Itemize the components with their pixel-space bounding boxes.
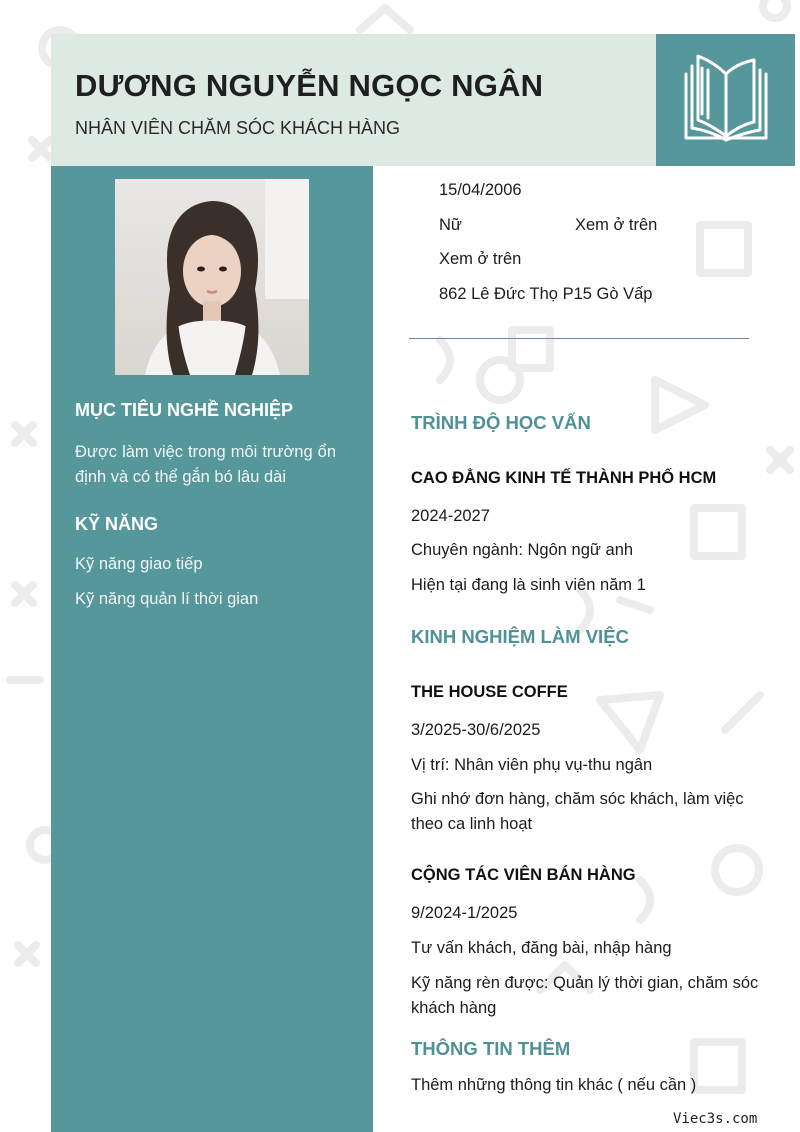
info-divider <box>409 338 749 339</box>
school-name: CAO ĐẲNG KINH TẾ THÀNH PHỐ HCM <box>411 469 717 487</box>
objective-text: Được làm việc trong môi trường ổn định và có thể gắn bó lâu dài <box>75 443 336 486</box>
email: Xem ở trên <box>439 250 522 268</box>
skill-item: Kỹ năng giao tiếp <box>75 555 203 573</box>
education-heading: TRÌNH ĐỘ HỌC VẤN <box>411 412 591 433</box>
sidebar <box>51 166 373 1132</box>
header-banner <box>51 34 656 166</box>
open-book-icon <box>678 52 774 144</box>
job-title-entry: CỘNG TÁC VIÊN BÁN HÀNG <box>411 866 636 884</box>
header-icon-box <box>656 34 795 166</box>
objective-heading: MỤC TIÊU NGHỀ NGHIỆP <box>75 400 294 420</box>
skills-heading: KỸ NĂNG <box>75 514 159 534</box>
job-tasks: Tư vấn khách, đăng bài, nhập hàng <box>411 939 672 957</box>
gender: Nữ <box>439 216 462 234</box>
birth-date: 15/04/2006 <box>439 181 522 199</box>
education-period: 2024-2027 <box>411 507 490 525</box>
job-title: NHÂN VIÊN CHĂM SÓC KHÁCH HÀNG <box>75 118 401 138</box>
job-title-entry: THE HOUSE COFFE <box>411 683 568 701</box>
education-major: Chuyên ngành: Ngôn ngữ anh <box>411 541 634 559</box>
job-period: 3/2025-30/6/2025 <box>411 721 541 739</box>
candidate-name: DƯƠNG NGUYỄN NGỌC NGÂN <box>75 68 544 103</box>
additional-heading: THÔNG TIN THÊM <box>411 1038 571 1059</box>
watermark: Viec3s.com <box>673 1111 758 1127</box>
job-description: Ghi nhớ đơn hàng, chăm sóc khách, làm việc theo ca linh hoạt <box>411 790 744 833</box>
education-status: Hiện tại đang là sinh viên năm 1 <box>411 576 646 594</box>
phone: Xem ở trên <box>575 216 658 234</box>
skill-item: Kỹ năng quản lí thời gian <box>75 590 259 608</box>
additional-text: Thêm những thông tin khác ( nếu cần ) <box>411 1076 697 1094</box>
profile-photo <box>115 179 309 375</box>
address: 862 Lê Đức Thọ P15 Gò Vấp <box>439 285 653 303</box>
job-skills-gained: Kỹ năng rèn được: Quản lý thời gian, chăm sóc khách hàng <box>411 974 759 1017</box>
job-period: 9/2024-1/2025 <box>411 904 518 922</box>
experience-heading: KINH NGHIỆM LÀM VIỆC <box>411 626 629 647</box>
job-position: Vị trí: Nhân viên phụ vụ-thu ngân <box>411 756 653 774</box>
